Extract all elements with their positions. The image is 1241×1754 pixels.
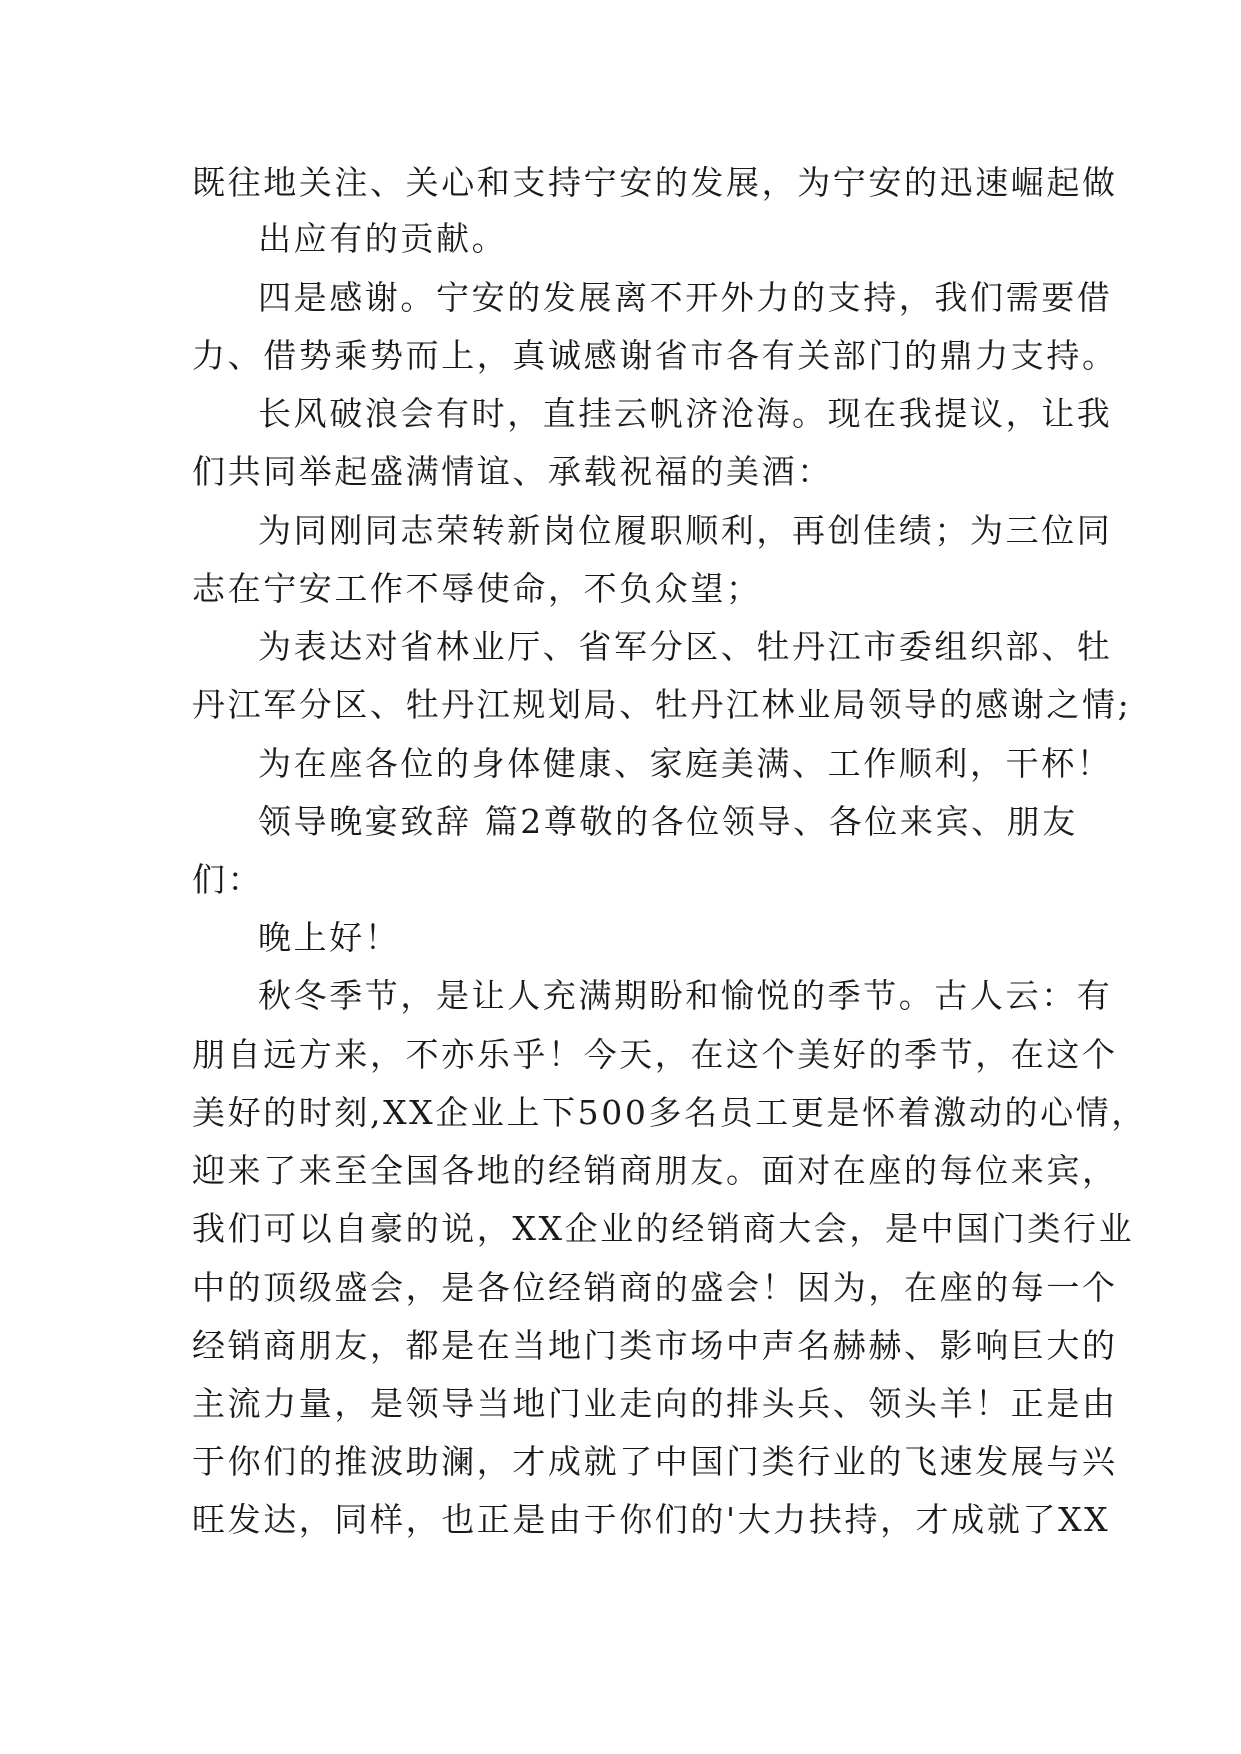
text-line: 经销商朋友，都是在当地门类市场中声名赫赫、影响巨大的 — [192, 1326, 1118, 1365]
text-line: 为表达对省林业厅、省军分区、牡丹江市委组织部、牡 — [258, 627, 1113, 666]
text-line: 迎来了来至全国各地的经销商朋友。面对在座的每位来宾， — [192, 1151, 1118, 1190]
text-line: 力、借势乘势而上，真诚感谢省市各有关部门的鼎力支持。 — [192, 336, 1118, 375]
text-line: 长风破浪会有时，直挂云帆济沧海。现在我提议，让我 — [258, 394, 1113, 433]
text-line: 出应有的贡献。 — [258, 219, 508, 258]
text-line: 于你们的推波助澜，才成就了中国门类行业的飞速发展与兴 — [192, 1442, 1118, 1481]
text-line: 秋冬季节，是让人充满期盼和愉悦的季节。古人云：有 — [258, 976, 1113, 1015]
text-line: 丹江军分区、牡丹江规划局、牡丹江林业局领导的感谢之情; — [192, 685, 1132, 724]
text-line: 为同刚同志荣转新岗位履职顺利，再创佳绩；为三位同 — [258, 511, 1113, 550]
text-line: 美好的时刻,XX企业上下500多名员工更是怀着激动的心情， — [192, 1093, 1147, 1132]
text-line: 为在座各位的身体健康、家庭美满、工作顺利，干杯！ — [258, 744, 1113, 783]
text-line: 领导晚宴致辞 篇2尊敬的各位领导、各位来宾、朋友 — [258, 802, 1078, 841]
text-line: 主流力量，是领导当地门业走向的排头兵、领头羊！正是由 — [192, 1384, 1118, 1423]
text-line: 晚上好！ — [258, 918, 401, 957]
text-line: 旺发达，同样，也正是由于你们的'大力扶持，才成就了XX — [192, 1500, 1111, 1539]
text-line: 们： — [192, 860, 264, 899]
text-line: 四是感谢。宁安的发展离不开外力的支持，我们需要借 — [258, 278, 1113, 317]
text-line: 志在宁安工作不辱使命，不负众望； — [192, 569, 762, 608]
text-line: 们共同举起盛满情谊、承载祝福的美酒： — [192, 452, 833, 491]
text-line: 我们可以自豪的说，XX企业的经销商大会，是中国门类行业 — [192, 1209, 1135, 1248]
text-line: 朋自远方来，不亦乐乎！今天，在这个美好的季节，在这个 — [192, 1035, 1118, 1074]
text-line: 既往地关注、关心和支持宁安的发展，为宁安的迅速崛起做 — [192, 163, 1118, 202]
text-line: 中的顶级盛会，是各位经销商的盛会！因为，在座的每一个 — [192, 1268, 1118, 1307]
